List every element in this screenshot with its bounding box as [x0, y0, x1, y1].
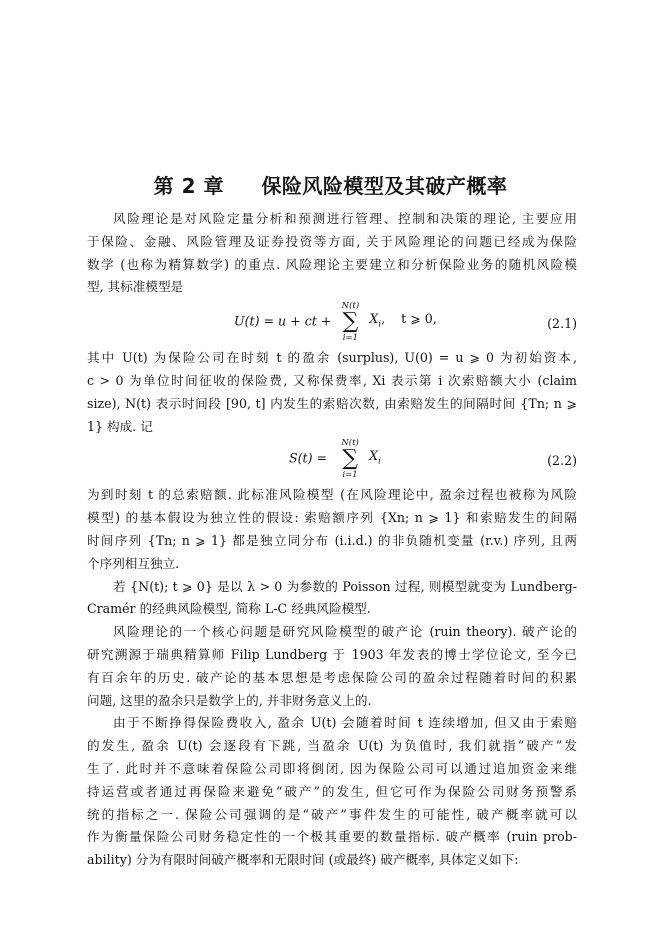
paragraph-ruin-probability — [87, 712, 577, 872]
text-line: 时间序列 {Tn; n ⩾ 1} 都是独立同分布 (i.i.d.) 的非负随机变量 (r.v.) 序列, 且两 — [87, 532, 577, 548]
text-line: 风险理论是对风险定量分析和预测进行管理、控制和决策的理论, 主要应用 — [113, 211, 577, 226]
paragraph-ruin-theory — [87, 621, 577, 712]
text-line: 1} 构成. 记 — [87, 418, 153, 434]
equation-2-2 — [87, 438, 577, 484]
equation-term: X — [369, 311, 379, 327]
text-line: 统的指标之一. 保险公司强调的是“破产”事件发生的可能性, 破产概率就可以 — [87, 806, 577, 822]
text-line: 于保险、金融、风险管理及证券投资等方面, 关于风险理论的问题已经成为保险 — [87, 233, 577, 249]
text-line: 风险理论的一个核心问题是研究风险模型的破产论 (ruin theory). 破产论的 — [113, 624, 577, 640]
text-line: ability) 分为有限时间破产概率和无限时间 (或最终) 破产概率, 具体定义如下: — [87, 852, 519, 868]
text-line: 若 {N(t); t ⩾ 0} 是以 λ > 0 为参数的 Poisson 过程, 则模型就变为 Lundberg- — [113, 578, 577, 594]
equation-subscript: i — [378, 319, 382, 330]
summation — [335, 301, 365, 343]
paragraph-assumptions — [87, 484, 577, 575]
text-line: 数学 (也称为精算数学) 的重点. 风险理论主要建立和分析保险业务的随机风险模 — [87, 256, 577, 272]
equation-2-1 — [87, 299, 577, 347]
text-line: 型, 其标准模型是 — [87, 279, 184, 295]
sum-lower-limit: i=1 — [342, 470, 358, 481]
text-line: 由于不断挣得保险费收入, 盈余 U(t) 会随着时间 t 连续增加, 但又由于索赔 — [113, 715, 577, 731]
sum-symbol: ∑ — [342, 309, 359, 335]
text-line: 问题, 这里的盈余只是数学上的, 并非财务意义上的. — [87, 692, 372, 708]
text-line: size), N(t) 表示时间段 [90, t] 内发生的索赔次数, 由索赔发生的间隔时间 {Tn; n ⩾ — [87, 395, 577, 411]
sum-upper-limit: N(t) — [341, 438, 359, 449]
equation-subscript: i — [378, 456, 381, 467]
paragraph-definitions — [87, 347, 577, 438]
text-line: 其中 U(t) 为保险公司在时刻 t 的盈余 (surplus), U(0) = u ⩾ 0 为初始资本, — [87, 350, 577, 366]
sum-lower-limit: i=1 — [342, 333, 359, 344]
body-text — [87, 208, 577, 872]
chapter-title: 第 2 章 保险风险模型及其破产概率 — [153, 174, 508, 198]
equation-lhs: S(t) = — [289, 450, 332, 466]
text-line: 生了. 此时并不意味着保险公司即将倒闭, 因为保险公司可以通过追加资金来维 — [87, 760, 577, 776]
text-line: 作为衡量保险公司财务稳定性的一个极其重要的数量指标. 破产概率 (ruin prob- — [87, 829, 577, 845]
sum-upper-limit: N(t) — [341, 301, 360, 312]
text-line: 持运营或者通过再保险来避免“破产”的发生, 但它可作为保险公司财务预警系 — [87, 783, 577, 799]
text-line: 个序列相互独立. — [87, 555, 180, 571]
text-line: 研究溯源于瑞典精算师 Filip Lundberg 于 1903 年发表的博士学位论文, 至今已 — [87, 646, 577, 662]
paragraph-intro — [87, 208, 577, 299]
text-line: c > 0 为单位时间征收的保险费, 又称保费率, Xi 表示第 i 次索赔额大小 (claim — [87, 372, 577, 388]
sum-symbol: ∑ — [342, 446, 358, 472]
text-line: 为到时刻 t 的总索赔额. 此标准风险模型 (在风险理论中, 盈余过程也被称为风险 — [87, 487, 577, 503]
text-line: 有百余年的历史. 破产论的基本思想是考虑保险公司的盈余过程随着时间的积累 — [87, 669, 577, 685]
equation-number: (2.2) — [547, 453, 577, 469]
text-line: 模型) 的基本假设为独立性的假设: 索赔额序列 {Xn; n ⩾ 1} 和索赔发生的间隔 — [87, 510, 577, 526]
text-line: 的发生, 盈余 U(t) 会逐段有下跳, 当盈余 U(t) 为负值时, 我们就指“破产”发 — [87, 738, 577, 754]
text-line: Cramér 的经典风险模型, 简称 L-C 经典风险模型. — [87, 601, 371, 617]
equation-number: (2.1) — [547, 316, 577, 332]
equation-term: X — [369, 448, 379, 464]
equation-condition: , t ⩾ 0, — [381, 311, 437, 327]
paragraph-poisson — [87, 576, 577, 622]
equation-lhs: U(t) = u + ct + — [234, 313, 336, 329]
summation — [335, 438, 365, 480]
